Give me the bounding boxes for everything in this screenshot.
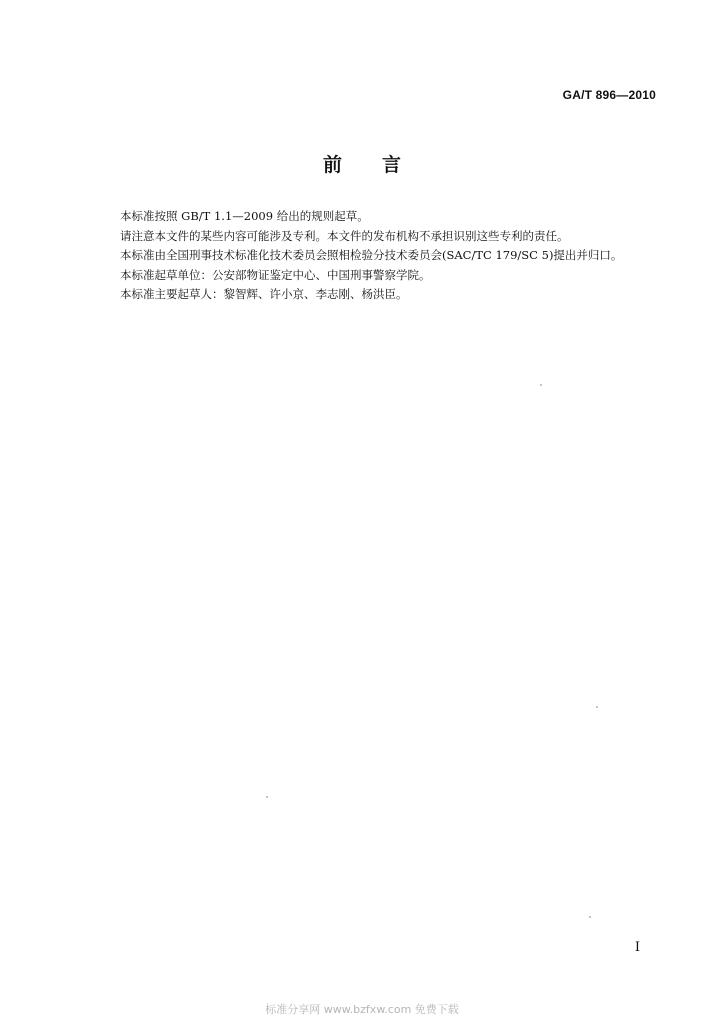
title-char-1: 前 [322, 154, 342, 176]
paragraph-proposer: 本标准由全国刑事技术标准化技术委员会照相检验分技术委员会(SAC/TC 179/SC 5)提出并归口。 [120, 248, 623, 262]
scan-speck [540, 384, 542, 386]
section-title [0, 150, 724, 177]
watermark-text: 标准分享网 www.bzfxw.com 免费下载 [265, 1003, 459, 1016]
document-code: GA/T 896—2010 [562, 88, 656, 102]
paragraph-drafters: 本标准主要起草人：黎智辉、许小京、李志刚、杨洪臣。 [120, 287, 408, 301]
paragraph-drafting-rules: 本标准按照 GB/T 1.1—2009 给出的规则起草。 [120, 209, 369, 223]
scan-speck [596, 706, 598, 708]
paragraph-drafting-units: 本标准起草单位：公安部物证鉴定中心、中国刑事警察学院。 [120, 267, 431, 282]
page-number: I [634, 940, 640, 955]
scan-speck [589, 916, 591, 918]
foreword-body [120, 207, 680, 305]
scan-speck [266, 796, 268, 798]
title-char-2: 言 [382, 154, 402, 176]
paragraph-patent-notice: 请注意本文件的某些内容可能涉及专利。本文件的发布机构不承担识别这些专利的责任。 [120, 228, 569, 243]
